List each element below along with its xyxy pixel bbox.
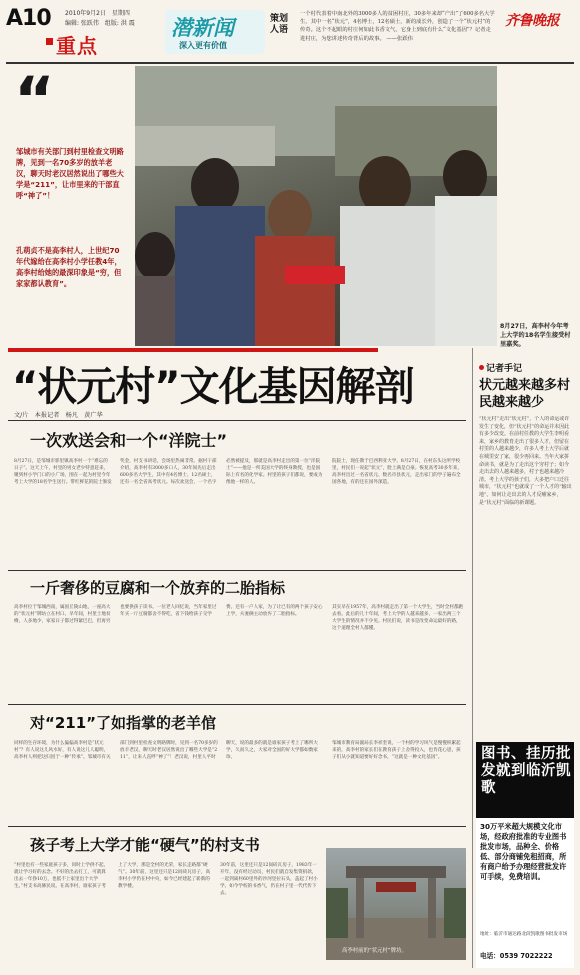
notes-bullet-icon: [479, 365, 484, 370]
section-4-body: “村里也有一些家庭孩子多，同时上学供不起，就让学习好的去念。不好的出去打工，可就算出去一年挣10万，也抵不上家里出个大学生。”村支书高修民说。在高李村，谁家孩子考上了大学，那是全村的光荣，家长走路都“硬气”。30年前，这里还只是12间砖瓦房子，高李村小学仍在村中央，如今已经建起了崭新的教学楼。: [14, 863, 211, 889]
right-column-separator: [472, 348, 473, 968]
ad-headline: 图书、挂历批发就到临沂凯歌: [481, 746, 571, 796]
column-logo: 潜新闻: [171, 16, 234, 40]
ad-contact: 地址：临沂市通达路北段凯歌图书批发市场: [480, 932, 568, 937]
page-code: A10: [6, 6, 51, 31]
editors-line: 编辑: 张跃伟 组版: 洪 震: [65, 20, 135, 27]
main-headline: “状元村”文化基因解剖: [12, 364, 414, 410]
planner-sign: ——张跃伟: [386, 35, 413, 42]
section-3-body: 同样的生存环境，为什么偏偏高李村是“状元村”？有人说这儿风水好，有人说这儿人聪明，高李村人则把这归因于一种“传承”。邹城市有关部门到村里检查文明路牌时，见到一名70多岁的放羊老汉，聊天时老汉居然说出了哪些大学是“211”，让来人直呼“神了”！老汉说，村里人平时聊天，说的最多的就是谁家孩子考上了哪所大学，久而久之，大家对全国的好大学都如数家珍。: [14, 741, 318, 760]
ad-body-box: [476, 818, 574, 968]
section-1-title-text: 一次欢送会和一个“洋院士”: [30, 431, 228, 450]
section-2-continued: 其实早在1957年，高李村就走出了第一个大学生，当时全村都跑去看。此后的几十年间，考上大学的人越来越多，一家出两三个大学生的情况并不少见。村民们说，读书是改变命运最好的路，这个道理全村人都懂。: [332, 605, 464, 631]
section-tag: 重点: [56, 34, 98, 58]
section-2-body: 高李村位于邹城西南，属国丘陵山地，一座高大的“状元村”牌坊立在村口。早年间，村里土地贫瘠，人多地少，家家日子都过得紧巴巴，但再穷也要供孩子读书。一位老人回忆说，当年家里过年买一斤豆腐都舍不得吃，省下钱给孩子交学费。还有一户人家，为了让已有的两个孩子安心上学，夫妻俩主动放弃了二胎指标。: [14, 605, 323, 624]
section-tag-dot: [46, 38, 53, 45]
section-1-title: [30, 428, 227, 451]
paper-name: 齐鲁晚报: [505, 13, 559, 29]
planner-text: [300, 10, 495, 60]
book-calendar-ad[interactable]: [476, 742, 574, 968]
column-logo-box: [165, 10, 265, 54]
intro-para-1: 邹城市有关部门到村里检查文明路牌，见到一名70多岁的放羊老汉，聊天时老汉居然说出了哪些大学是“211”，让市里来的干部直呼“神了”！: [16, 147, 124, 200]
section-1-continued: 院院士，现任教于巴西利亚大学。8月27日，在村东头这所学校里，村民们一说起“状元”，脸上满是自豪。恢复高考30多年来，高李村出过一名省状元、数名市县状元，走出家门的学子遍布全国各地，有的还在国外深造。: [332, 459, 462, 485]
quote-mark-icon: “: [14, 63, 55, 136]
ad-phone: 电话：0539 7022222: [480, 952, 553, 960]
section-2-title: [30, 577, 285, 598]
section-2-divider: [8, 704, 466, 705]
planner-label: [270, 14, 296, 36]
award-ceremony-photo: [135, 66, 497, 346]
column-slogan: 深入更有价值: [179, 41, 227, 50]
masthead-divider: [6, 62, 574, 64]
section-4-continued: 30年前，这里还只是12间砖瓦房子，1983年一开年，没有经过动员，村民们就自发集资捐款，一起到离村60里外的沙河里拉石头，盖起了村小学。如今学校的书香气，仍在村子里一代代传下去。: [220, 863, 318, 896]
section-1-divider: [8, 570, 466, 571]
reporter-notes-tag: [479, 361, 522, 374]
section-3-title: [30, 712, 216, 733]
top-photo-caption: 8月27日，高李村今年考上大学的18名学生接受村里嘉奖。: [500, 323, 571, 348]
planner-label-text: 策划人语: [270, 14, 289, 35]
section-3-continued: 邹城市教育局副局长李祥奎说，一个村的学习风气是慢慢积累起来的，高李村的家长们在教育孩子上舍得投入，也肯花心思，孩子们从小就知道要好好念书，“这就是一种文化基因”。: [332, 741, 461, 760]
archway-illustration: [326, 848, 466, 960]
section-2-title-text: 一斤奢侈的豆腐和一个放弃的二胎指标: [30, 579, 286, 597]
reporter-notes-body: “状元村”走出“状元村”，个人的命运或许发生了变化，但“状元村”的命运并未因此有多少改变。在前村任教的大学生李明看来，家乡的教育走出了很多人才，但留在村里的人越来越少，许多人考上大学后就在城里安了家，很少再回来。当年大家拼命读书，就是为了走出这个穷村子；如今走出去的人越来越多，村子也越来越冷清。考上大学的孩子们，大多把户口迁往城市，“状元村”也就成了一个人才的“输出地”。如何让走出去的人才反哺家乡，是“状元村”面临的新课题。: [479, 416, 572, 506]
section-1-body: 8月27日，是邹城市郭里镇高李村一个“难忘的日子”。这天上午，村里的男女老少特意赶来，聚到村小学门口的小广场，围在一起为村里今年考上大学的18名学生送行。带红鲜花的院士颁发奖金，村支书讲话，会场里热闹非常。据村干部介绍，高李村有3000多口人，30年间先后走出600多名大学生，其中有4名博士、12名硕士，还有一名全省高考状元。每次欢送会，一个名字必然被提及，那就是高李村走出的第一位“洋院士”——他是一所美国大学的终身教授，也是国际上有名的化学家。村里的孩子们都说，要成为像他一样的人。: [14, 459, 323, 485]
reporter-notes-tag-text: 记者手记: [486, 364, 523, 374]
headline-underline: [8, 420, 466, 421]
section-4-title: [30, 834, 260, 855]
section-4-title-text: 孩子考上大学才能“硬气”的村支书: [30, 836, 260, 854]
planner-text-body: 一个村代表着中南北外的3000多人的贫困村庄，30多年来却“产出”了600多名大学生，其中一名“状元”，4名博士，12名硕士，新的成长外，创造了一个“状元村”的传奇。这个不起眼的村庄何如此书香文气，它身上到底有什么“文化基因”？记者走进村庄，为您讲述传奇背后的故事。: [300, 11, 495, 42]
headline-bar: [8, 348, 378, 352]
award-ceremony-illustration: [135, 66, 497, 346]
bottom-photo-caption: 高李村前的“状元村”牌坊。: [342, 948, 407, 954]
section-3-title-text: 对“211”了如指掌的老羊倌: [30, 714, 217, 732]
intro-para-2: 孔萌贞不是高李村人，上世纪70年代嫁给在高李村小学任教4年，高李村给她的最深印象是“穷，但家家都认教育”。: [16, 246, 122, 288]
reporter-notes-title: 状元越来越多村民越来越少: [479, 378, 571, 410]
section-3-divider: [8, 826, 466, 827]
byline: 文/片 本报记者 杨凡 黄广华: [14, 412, 103, 419]
archway-photo: [326, 848, 466, 960]
ad-body: 30万平米超大规模文化市场，经政府批准的专业图书批发市场，品种全、价格低、部分商铺免租招商，所有商户给予办理经营批发许可手续，免费培训。: [480, 822, 567, 881]
date-line: 2010年9月2日 星期四: [65, 10, 130, 17]
